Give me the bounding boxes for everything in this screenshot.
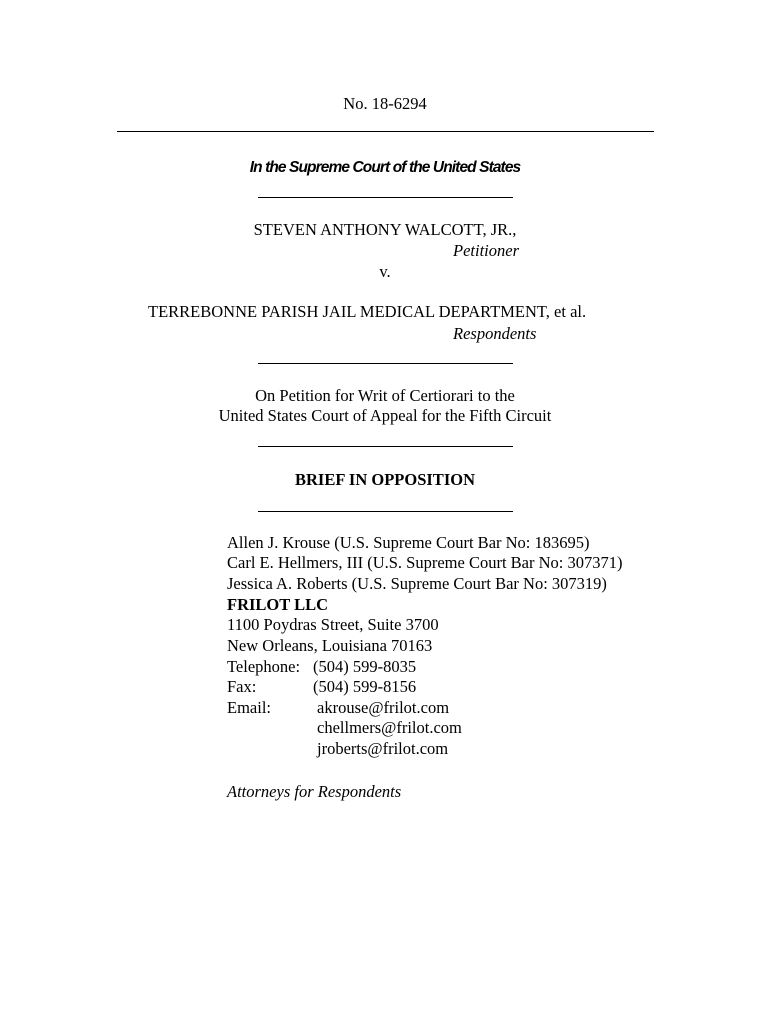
firm-name: FRILOT LLC xyxy=(227,595,329,614)
email-line xyxy=(227,700,449,717)
address-line-1: 1100 Poydras Street, Suite 3700 xyxy=(227,615,439,634)
parties-divider xyxy=(258,363,513,364)
fax-label: Fax: xyxy=(227,677,257,696)
title-divider xyxy=(258,511,513,512)
petition-line-1: On Petition for Writ of Certiorari to the xyxy=(255,386,515,405)
versus-label: v. xyxy=(379,262,391,281)
court-title: In the Supreme Court of the United States xyxy=(249,159,521,176)
brief-title: BRIEF IN OPPOSITION xyxy=(294,470,475,489)
petition-line-2: United States Court of Appeal for the Fifth Circuit xyxy=(218,406,552,425)
email-address: jroberts@frilot.com xyxy=(317,739,449,758)
top-divider xyxy=(117,131,654,132)
petition-divider xyxy=(258,446,513,447)
respondent-role: Respondents xyxy=(453,324,537,343)
attorney-line: Carl E. Hellmers, III (U.S. Supreme Court Bar No: 307371) xyxy=(227,553,623,572)
petitioner-name: STEVEN ANTHONY WALCOTT, JR., xyxy=(253,220,517,239)
fax-number: (504) 599-8156 xyxy=(313,677,417,696)
attorney-line: Jessica A. Roberts (U.S. Supreme Court Bar No: 307319) xyxy=(227,574,607,593)
email-address: akrouse@frilot.com xyxy=(317,698,450,717)
telephone-label: Telephone: xyxy=(227,657,301,676)
petitioner-role: Petitioner xyxy=(453,241,519,260)
respondent-name: TERREBONNE PARISH JAIL MEDICAL DEPARTMENT, et al. xyxy=(148,302,587,321)
telephone-line xyxy=(227,659,416,676)
telephone-number: (504) 599-8035 xyxy=(313,657,417,676)
attorney-line: Allen J. Krouse (U.S. Supreme Court Bar No: 183695) xyxy=(227,533,590,552)
email-label: Email: xyxy=(227,698,271,717)
fax-line xyxy=(227,679,416,696)
court-divider xyxy=(258,197,513,198)
address-line-2: New Orleans, Louisiana 70163 xyxy=(227,636,433,655)
case-number: No. 18-6294 xyxy=(343,94,427,113)
attorneys-for: Attorneys for Respondents xyxy=(227,782,402,801)
email-address: chellmers@frilot.com xyxy=(317,718,462,737)
